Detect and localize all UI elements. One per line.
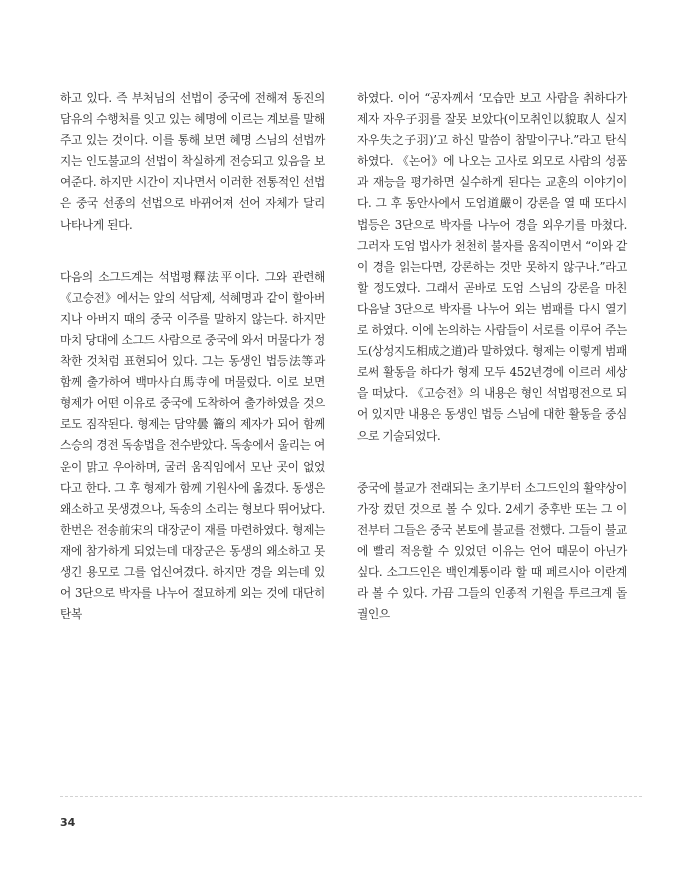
left-column xyxy=(60,88,325,625)
paragraph-gap xyxy=(357,447,627,478)
left-paragraph-1: 하고 있다. 즉 부처님의 선법이 중국에 전해져 동진의 담유의 수행처를 잇고 있는 혜명에 이르는 계보를 말해 주고 있는 것이다. 이를 통해 보면 혜명 스님의 선법까지는 인도불교의 선법이 착실하게 전승되고 있음을 보여준다. 하지만 시간이 지나면서 이러한 전통적인 선법은 중국 선종의 선법으로 바뀌어져 선어 자체가 달리 나타나게 된다. xyxy=(60,91,325,232)
paragraph-gap xyxy=(60,236,325,267)
page-number: 34 xyxy=(60,816,76,829)
footer-divider xyxy=(60,796,642,797)
right-paragraph-1: 하였다. 이어 “공자께서 ‘모습만 보고 사람을 취하다가 제자 자우子羽를 잘못 보았다(이모취인以貌取人 실지자우失之子羽)’고 하신 말씀이 참말이구나.”라고 탄식하였다. 《논어》에 나오는 고사로 외모로 사람의 성품과 재능을 평가하면 실수하게 된다는 교훈의 이야기이다. 그 후 동안사에서 도엄道嚴이 강론을 열 때 또다시 법등은 3단으로 박자를 나누어 경을 외우기를 마쳤다. 그러자 도엄 법사가 천천히 불자를 움직이면서 “이와 같이 경을 읽는다면, 강론하는 것만 못하지 않구나.”라고 할 정도였다. 그래서 곧바로 도엄 스님의 강론을 마친 다음날 3단으로 박자를 나누어 외는 범패를 다시 열기로 하였다. 이에 논의하는 사람들이 서로를 이루어 주는 도(상성지도相成之道)라 말하였다. 형제는 이렇게 범패로써 활동을 하다가 형제 모두 452년경에 이르러 세상을 떠났다. 《고승전》의 내용은 형인 석법평전으로 되어 있지만 내용은 동생인 법등 스님에 대한 활동을 중심으로 기술되었다. xyxy=(357,91,627,443)
left-paragraph-2: 다음의 소그드계는 석법평釋法平이다. 그와 관련해 《고승전》에서는 앞의 석담제, 석혜명과 같이 할아버지나 아버지 때의 중국 이주를 말하지 않는다. 하지만 마치 당대에 소그드 사람으로 중국에 와서 머물다가 정착한 것처럼 표현되어 있다. 그는 동생인 법등法等과 함께 출가하여 백마사白馬寺에 머물렀다. 이로 보면 형제가 어떤 이유로 중국에 도착하여 출가하였을 것으로도 짐작된다. 형제는 담약曇 籥의 제자가 되어 함께 스승의 경전 독송법을 전수받았다. 독송에서 울리는 여운이 맑고 우아하며, 굴러 움직임에서 모난 곳이 없었다고 한다. 그 후 형제가 함께 기원사에 옮겼다. 동생은 왜소하고 못생겼으나, 독송의 소리는 형보다 뛰어났다. 한번은 전송前宋의 대장군이 재를 마련하였다. 형제는 재에 참가하게 되었는데 대장군은 동생의 왜소하고 못 생긴 용모로 그를 업신여겼다. 하지만 경을 외는데 있어 3단으로 박자를 나누어 절묘하게 외는 것에 대단히 탄복 xyxy=(60,269,325,622)
right-column xyxy=(357,88,627,625)
right-paragraph-2: 중국에 불교가 전래되는 초기부터 소그드인의 활약상이 가장 컸던 것으로 볼 수 있다. 2세기 중후반 또는 그 이전부터 그들은 중국 본토에 불교를 전했다. 그들이 불교에 빨리 적응할 수 있었던 이유는 언어 때문이 아닌가 싶다. 소그드인은 백인계통이라 할 때 페르시아 이란계라 볼 수 있다. 가끔 그들의 인종적 기원을 투르크계 돌궐인으 xyxy=(357,480,627,622)
